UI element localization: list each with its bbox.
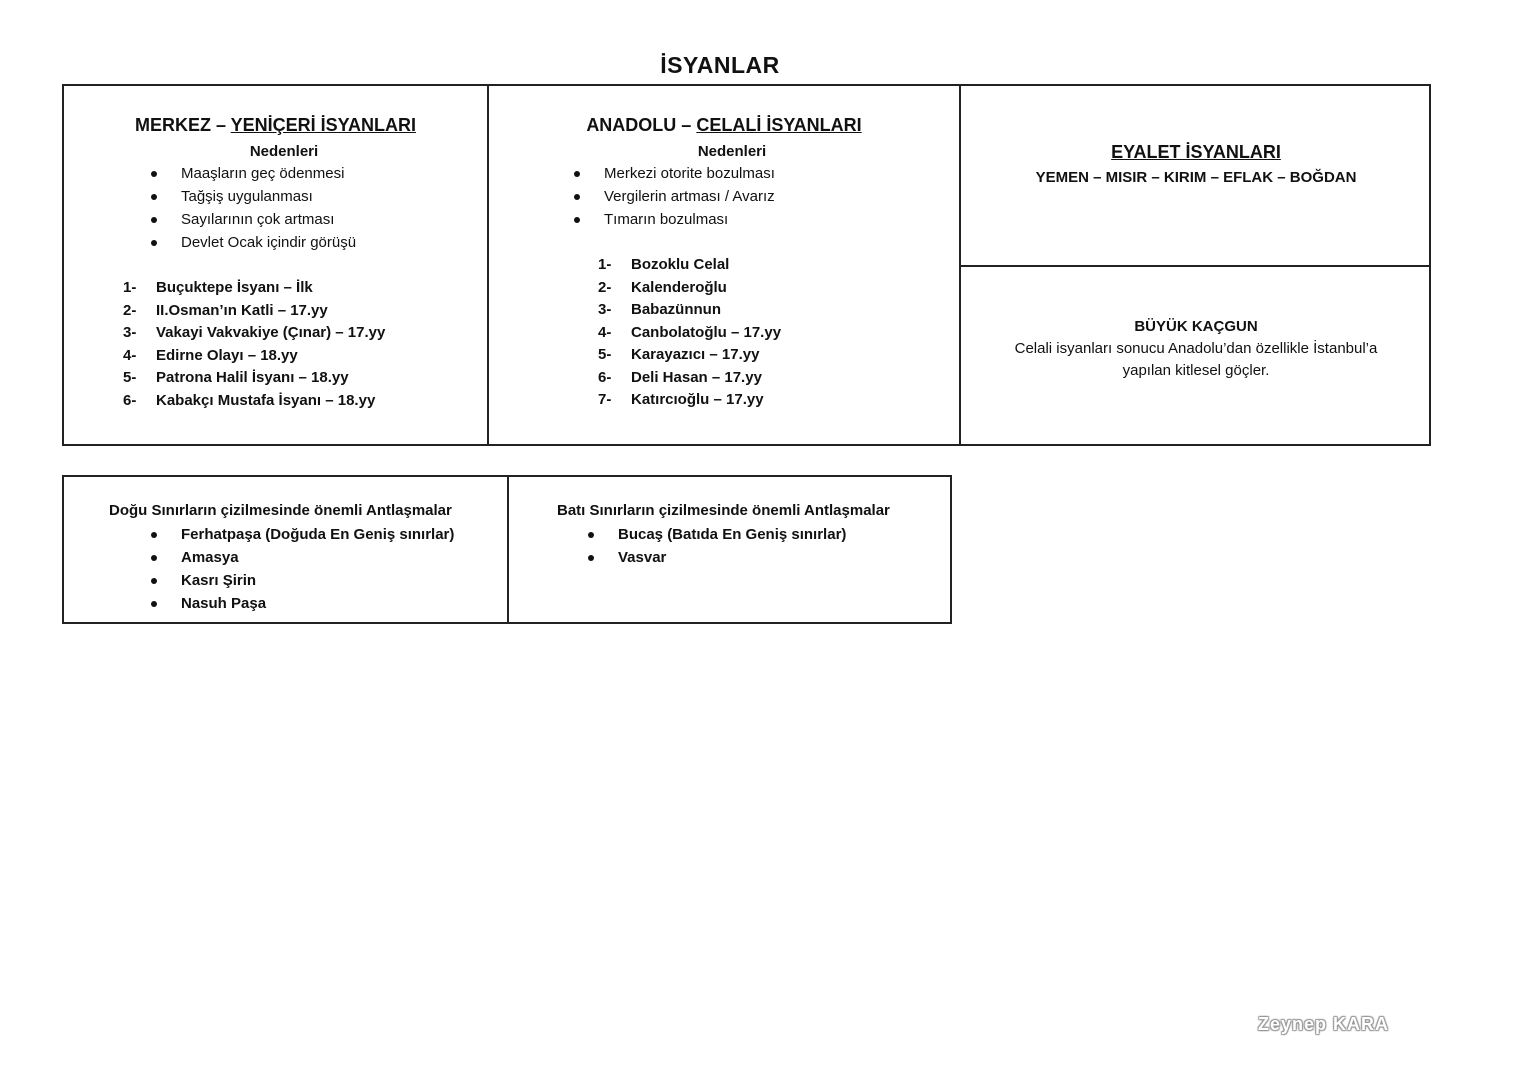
merkez-revolts-list xyxy=(123,277,385,412)
list-item xyxy=(598,299,781,322)
list-item: Merkezi otorite bozulması xyxy=(574,162,775,185)
merkez-heading-underlined: YENİÇERİ İSYANLARI xyxy=(230,115,417,135)
row-divider xyxy=(959,265,1429,267)
dogu-heading: Doğu Sınırların çizilmesinde önemli Antlaşmalar xyxy=(109,502,452,519)
list-item: Vasvar xyxy=(588,546,846,569)
list-item: Vergilerin artması / Avarız xyxy=(574,185,775,208)
bati-heading: Batı Sınırların çizilmesinde önemli Antlaşmalar xyxy=(557,502,890,519)
column-divider xyxy=(487,86,489,444)
list-item xyxy=(123,300,385,323)
eyalet-heading: EYALET İSYANLARI xyxy=(1111,142,1281,162)
item-text: II.Osman’ın Katli – 17.yy xyxy=(156,301,328,319)
item-number: 4- xyxy=(598,323,612,341)
item-number: 1- xyxy=(598,256,612,273)
item-text: Babazünnun xyxy=(631,301,721,318)
watermark: Zeynep KARA xyxy=(1258,1014,1390,1034)
item-number: 1- xyxy=(123,279,137,296)
kacgun-line: yapılan kitlesel göçler. xyxy=(1122,362,1270,379)
merkez-heading-prefix: MERKEZ – xyxy=(134,115,231,135)
isyanlar-table xyxy=(62,84,1431,446)
list-item: Tağşiş uygulanması xyxy=(151,185,356,208)
dogu-list xyxy=(151,523,454,615)
item-text: Buçuktepe İsyanı – İlk xyxy=(156,279,313,296)
item-text: Kalenderoğlu xyxy=(631,278,727,296)
column-divider xyxy=(507,477,509,622)
anadolu-heading xyxy=(489,115,959,136)
kacgun-line: Celali isyanları sonucu Anadolu’dan özellikle İstanbul’a xyxy=(1014,340,1378,357)
list-item: Amasya xyxy=(151,546,454,569)
list-item: Kasrı Şirin xyxy=(151,569,454,592)
list-item: Sayılarının çok artması xyxy=(151,208,356,231)
anadolu-heading-prefix: ANADOLU – xyxy=(586,115,697,135)
item-text: Katırcıoğlu – 17.yy xyxy=(631,391,764,408)
item-number: 5- xyxy=(123,369,137,386)
list-item xyxy=(123,322,385,345)
item-number: 3- xyxy=(123,324,137,341)
bati-list xyxy=(588,523,846,569)
page-title: İSYANLAR xyxy=(660,52,780,78)
anadolu-causes-label: Nedenleri xyxy=(697,143,767,160)
list-item xyxy=(598,367,781,390)
list-item xyxy=(598,277,781,300)
list-item: Ferhatpaşa (Doğuda En Geniş sınırlar) xyxy=(151,523,454,546)
kacgun-description xyxy=(961,338,1431,382)
item-number: 7- xyxy=(598,391,612,408)
list-item: Maaşların geç ödenmesi xyxy=(151,162,356,185)
item-number: 2- xyxy=(123,301,137,319)
item-text: Deli Hasan – 17.yy xyxy=(631,368,762,386)
item-text: Canbolatoğlu – 17.yy xyxy=(631,323,782,341)
item-number: 2- xyxy=(598,278,612,296)
item-text: Bozoklu Celal xyxy=(631,256,730,273)
kacgun-heading: BÜYÜK KAÇGUN xyxy=(1134,318,1258,335)
anadolu-revolts-list xyxy=(598,254,781,412)
list-item xyxy=(598,254,781,277)
list-item xyxy=(598,344,781,367)
list-item: Devlet Ocak içindir görüşü xyxy=(151,231,356,254)
item-text: Edirne Olayı – 18.yy xyxy=(156,346,298,364)
list-item: Tımarın bozulması xyxy=(574,208,775,231)
item-text: Karayazıcı – 17.yy xyxy=(631,346,760,363)
list-item xyxy=(598,389,781,412)
item-text: Patrona Halil İsyanı – 18.yy xyxy=(156,369,349,386)
item-number: 6- xyxy=(598,368,612,386)
list-item: Bucaş (Batıda En Geniş sınırlar) xyxy=(588,523,846,546)
list-item: Nasuh Paşa xyxy=(151,592,454,615)
antlasmalar-table xyxy=(62,475,952,624)
anadolu-causes-list xyxy=(574,162,775,231)
list-item xyxy=(123,345,385,368)
item-text: Vakayi Vakvakiye (Çınar) – 17.yy xyxy=(156,324,386,341)
eyalet-list: YEMEN – MISIR – KIRIM – EFLAK – BOĞDAN xyxy=(1035,169,1357,186)
merkez-heading xyxy=(64,115,487,136)
merkez-causes-list xyxy=(151,162,356,254)
list-item xyxy=(123,277,385,300)
item-number: 3- xyxy=(598,301,612,318)
list-item xyxy=(123,367,385,390)
item-number: 4- xyxy=(123,346,137,364)
item-number: 5- xyxy=(598,346,612,363)
anadolu-heading-underlined: CELALİ İSYANLARI xyxy=(696,115,862,135)
list-item xyxy=(598,322,781,345)
item-text: Kabakçı Mustafa İsyanı – 18.yy xyxy=(156,391,376,409)
item-number: 6- xyxy=(123,391,137,409)
list-item xyxy=(123,390,385,413)
merkez-causes-label: Nedenleri xyxy=(249,143,319,160)
